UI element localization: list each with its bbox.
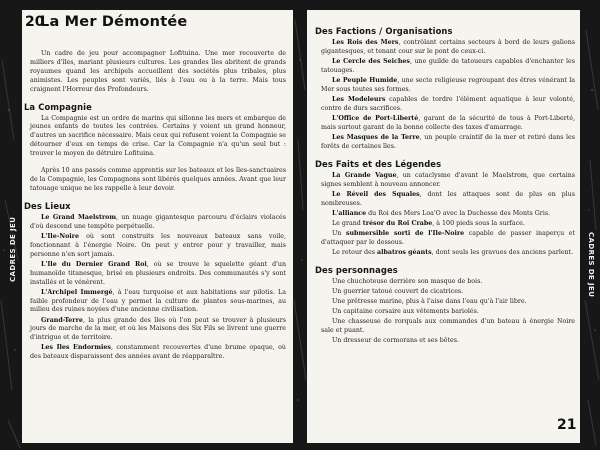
section-heading-faits: Des Faits et des Légendes (315, 158, 442, 169)
lieu-item: L'Ile-Noire où sont construits les nouveaux bateaux sans voile, fonctionnant à l'énergie Noire. On peut y entrer pour y travailler, mais personne n'en sort jamais. (30, 232, 286, 258)
fait-item: La Grande Vague, un cataclysme d'avant le Maelstrom, que certains signes semblent à nouveau annoncer. (321, 171, 575, 188)
personnage-item: Une chuchoteuse derrière son masque de bois. (332, 277, 483, 285)
intro-paragraph: Un cadre de jeu pour accompagner Lofituina. Une mer recouverte de milliers d'îles, mariant plusieurs cultures. Les grandes îles abritent de grands royaumes quand les archipels accueillent des sociétés plus tribales, plus animistes. Les peuples sont variés, liés à l'eau ou à la terre. Mais tous craignent l'Horreur des Profondeurs. (30, 50, 286, 93)
personnages-list (321, 278, 575, 346)
personnage-item: Une chasseuse de rorquals aux commandes d'un bateau à énergie Noire sale et puant. (321, 318, 575, 335)
compagnie-paragraph-1: La Compagnie est un ordre de marins qui sillonne les mers et embarque de jeunes enfants de toutes les contrées. Certains y voient un grand honneur, d'autres un sacrifice nécessaire. Mais ceux qui refusent voient la Compagnie se détourner d'eux en temps de crise. Car la Compagnie n'a qu'un seul but : trouver le moyen de détruire Lofituina. (30, 114, 286, 158)
left-side-tab: CADRES DE JEU (9, 216, 17, 282)
fait-item: Le retour des albatros géants, dont seuls les gravues des anciens parlent. (332, 249, 574, 256)
faction-item: Le Peuple Humide, une secte religieuse regroupant des êtres vénérant la Mer sous toutes ses formes. (321, 77, 575, 93)
lieu-item: L'Ile du Dernier Grand Roi, où se trouve le squelette géant d'un humanoïde titanesque, brisé en plusieurs endroits. Des communautés s'y sont installés et le vénèrent. (30, 260, 287, 286)
fait-item: Le Réveil des Squales, dont les attaques sont de plus en plus nombreuses. (321, 190, 575, 207)
lieu-item: Le Grand Maelstrom, un nuage gigantesque parcouru d'éclairs violacés d'où descend une tempête perpétuelle. (30, 213, 286, 230)
faction-item: Les Rois des Mers, contrôlant certains secteurs à bord de leurs galions gigantesques, et tenant cour sur le pont de ceux-ci. (321, 39, 575, 55)
faction-item: Le Cercle des Seiches, une guilde de tatoueurs capables d'enchanter les tatouages. (321, 58, 575, 74)
fait-item: L'alliance du Roi des Mers Loa'O avec la Duchesse des Monts Gris. (332, 209, 551, 217)
right-page-body (315, 26, 576, 347)
left-page (22, 10, 293, 443)
lieu-item: Les Iles Endormies, constamment recouvertes d'une brume opaque, où des bateaux disparaissent des années avant de réapparaître. (30, 344, 286, 361)
fait-item: Le grand trésor du Roi Crabe, à 100 pieds sous la surface. (332, 219, 525, 227)
personnage-item: Un dresseur de cormorans et ses bêtes. (332, 337, 459, 345)
compagnie-paragraph-2: Après 10 ans passés comme apprentis sur les bateaux et les îles-sanctuaires de la Compagnie, les Compagnons sont libérés quelques années. Avant que leur tatouage unique ne les rappelle à leur devoir. (30, 167, 286, 192)
lieu-item: Grand-Terre, la plus grande des îles où l'on peut se trouver à plusieurs jours de marche de la mer, et où les Maisons des Six Fils se livrent une guerre d'intrigue et de territoire. (30, 316, 286, 342)
left-page-body (24, 50, 287, 363)
personnage-item: Un guerrier tatoué couvert de cicatrices. (332, 288, 464, 295)
section-heading-compagnie: La Compagnie (24, 101, 92, 112)
section-heading-factions: Des Factions / Organisations (315, 26, 453, 36)
personnage-item: Une prêtresse marine, plus à l'aise dans l'eau qu'à l'air libre. (332, 298, 527, 306)
faction-item: Les Modeleurs capables de tordre l'élément aquatique à leur volonté, contre de durs sacrifices. (321, 96, 575, 112)
right-side-tab: CADRES DE JEU (587, 232, 595, 298)
section-heading-personnages: Des personnages (315, 264, 398, 275)
personnage-item: Un capitaine corsaire aux vêtements bariolés. (332, 308, 479, 316)
section-heading-lieux: Des Lieux (24, 200, 71, 211)
page-title: La Mer Démontée (40, 14, 188, 30)
left-page-number: 20 (25, 14, 45, 30)
lieu-item: L'Archipel Immergé, à l'eau turquoise et aux habitations sur pilotis. La faible profondeur de l'eau y permet la culture de plantes sous-marines, au milieu des ruines noyées d'une ancienne civilisation. (30, 288, 286, 314)
right-page (307, 10, 580, 443)
faction-item: Les Masques de la Terre, un peuple craintif de la mer et retiré dans les forêts de certaines îles. (321, 134, 576, 150)
faction-item: L'Office de Port-Liberté, garant de la sécurité de tous à Port-Liberté, mais surtout garant de la bonne collecte des taxes d'amarrage. (321, 115, 575, 131)
fait-item: Un submersible sorti de l'Ile-Noire capable de passer inaperçu et d'attaquer par le dessous. (321, 230, 575, 246)
right-page-number: 21 (557, 417, 577, 433)
